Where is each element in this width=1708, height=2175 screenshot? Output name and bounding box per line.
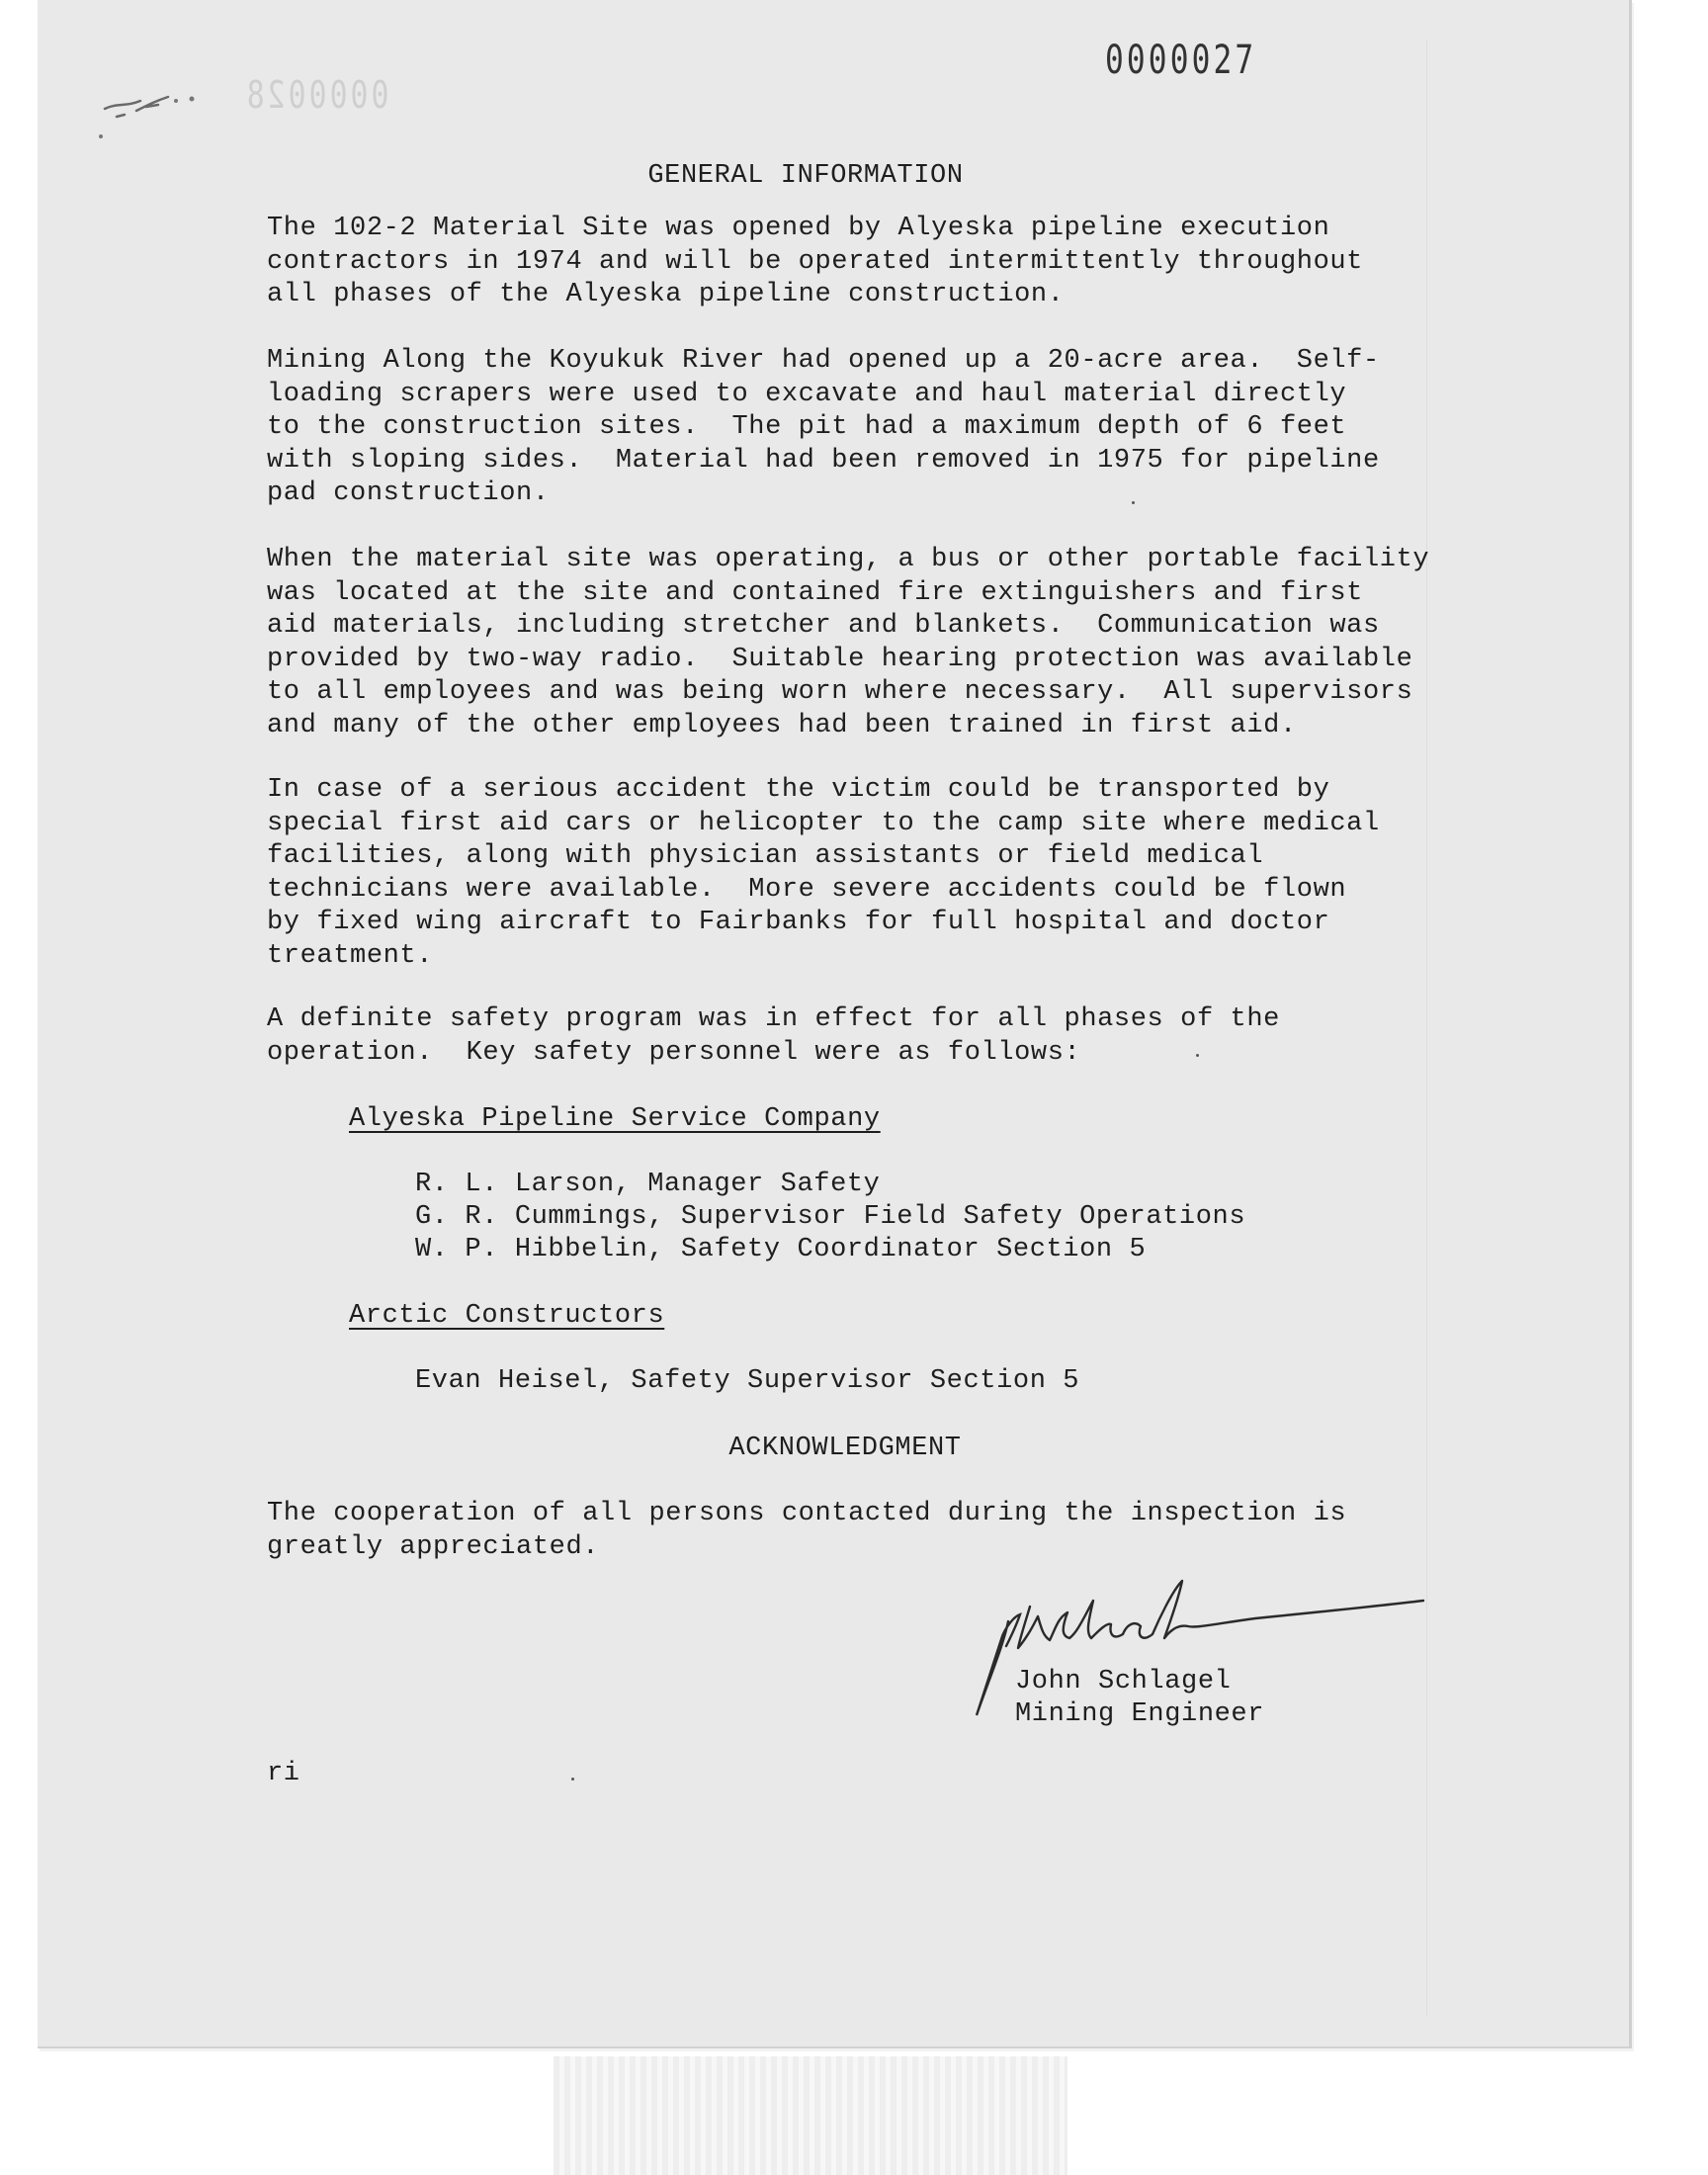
ink-smudge [97, 87, 225, 146]
underlying-page-edge [554, 2056, 1068, 2175]
personnel-hibbelin: W. P. Hibbelin, Safety Coordinator Section 5 [415, 1235, 1147, 1264]
dust-speck [1196, 1054, 1199, 1057]
page-number: 0000027 [1105, 38, 1257, 83]
paragraph-mining-area: Mining Along the Koyukuk River had opened up a 20-acre area. Self- loading scrapers were used to excavate and haul material directly to the construction sites. The pit had a maximum depth of 6 feet with sloping sides. Material had been removed in 1975 for pipeline pad construction. [267, 346, 1380, 508]
paragraph-site-facilities: When the material site was operating, a bus or other portable facility was located at the site and contained fire extinguishers and first aid materials, including stretcher and blankets. Communication was provided by two-way radio. Suitable hearing protection was available to all employees and was being worn where necessary. All supervisors and many of the other employees had been trained in first aid. [267, 545, 1430, 740]
typist-initials: ri [267, 1759, 300, 1788]
signer-name: John Schlagel [1015, 1667, 1232, 1696]
company-heading-arctic: Arctic Constructors [349, 1301, 665, 1331]
general-information-heading: GENERAL INFORMATION [647, 161, 964, 191]
acknowledgment-heading: ACKNOWLEDGMENT [728, 1434, 962, 1463]
paragraph-accident-response: In case of a serious accident the victim could be transported by special first aid cars or helicopter to the camp site where medical facilities, along with physician assistants or field medical technicians were available. More severe accidents could be flown by fixed wing aircraft to Fairbanks for full hospital and doctor treatment. [267, 775, 1380, 971]
dust-speck [571, 1778, 574, 1781]
paragraph-site-opening: The 102-2 Material Site was opened by Alyeska pipeline execution contractors in 1974 and will be operated intermittently throughout all phases of the Alyeska pipeline construction. [267, 214, 1363, 309]
signer-title: Mining Engineer [1015, 1699, 1265, 1729]
acknowledgment-paragraph: The cooperation of all persons contacted during the inspection is greatly appreciated. [267, 1499, 1347, 1562]
bleed-through-page-number: 0000028 [243, 73, 389, 117]
personnel-larson: R. L. Larson, Manager Safety [415, 1170, 881, 1199]
dust-speck [1132, 501, 1135, 504]
personnel-heisel: Evan Heisel, Safety Supervisor Section 5 [415, 1366, 1080, 1396]
paragraph-safety-program: A definite safety program was in effect for all phases of the operation. Key safety personnel were as follows: [267, 1004, 1280, 1068]
personnel-cummings: G. R. Cummings, Supervisor Field Safety Operations [415, 1202, 1246, 1232]
company-heading-alyeska: Alyeska Pipeline Service Company [349, 1104, 881, 1134]
